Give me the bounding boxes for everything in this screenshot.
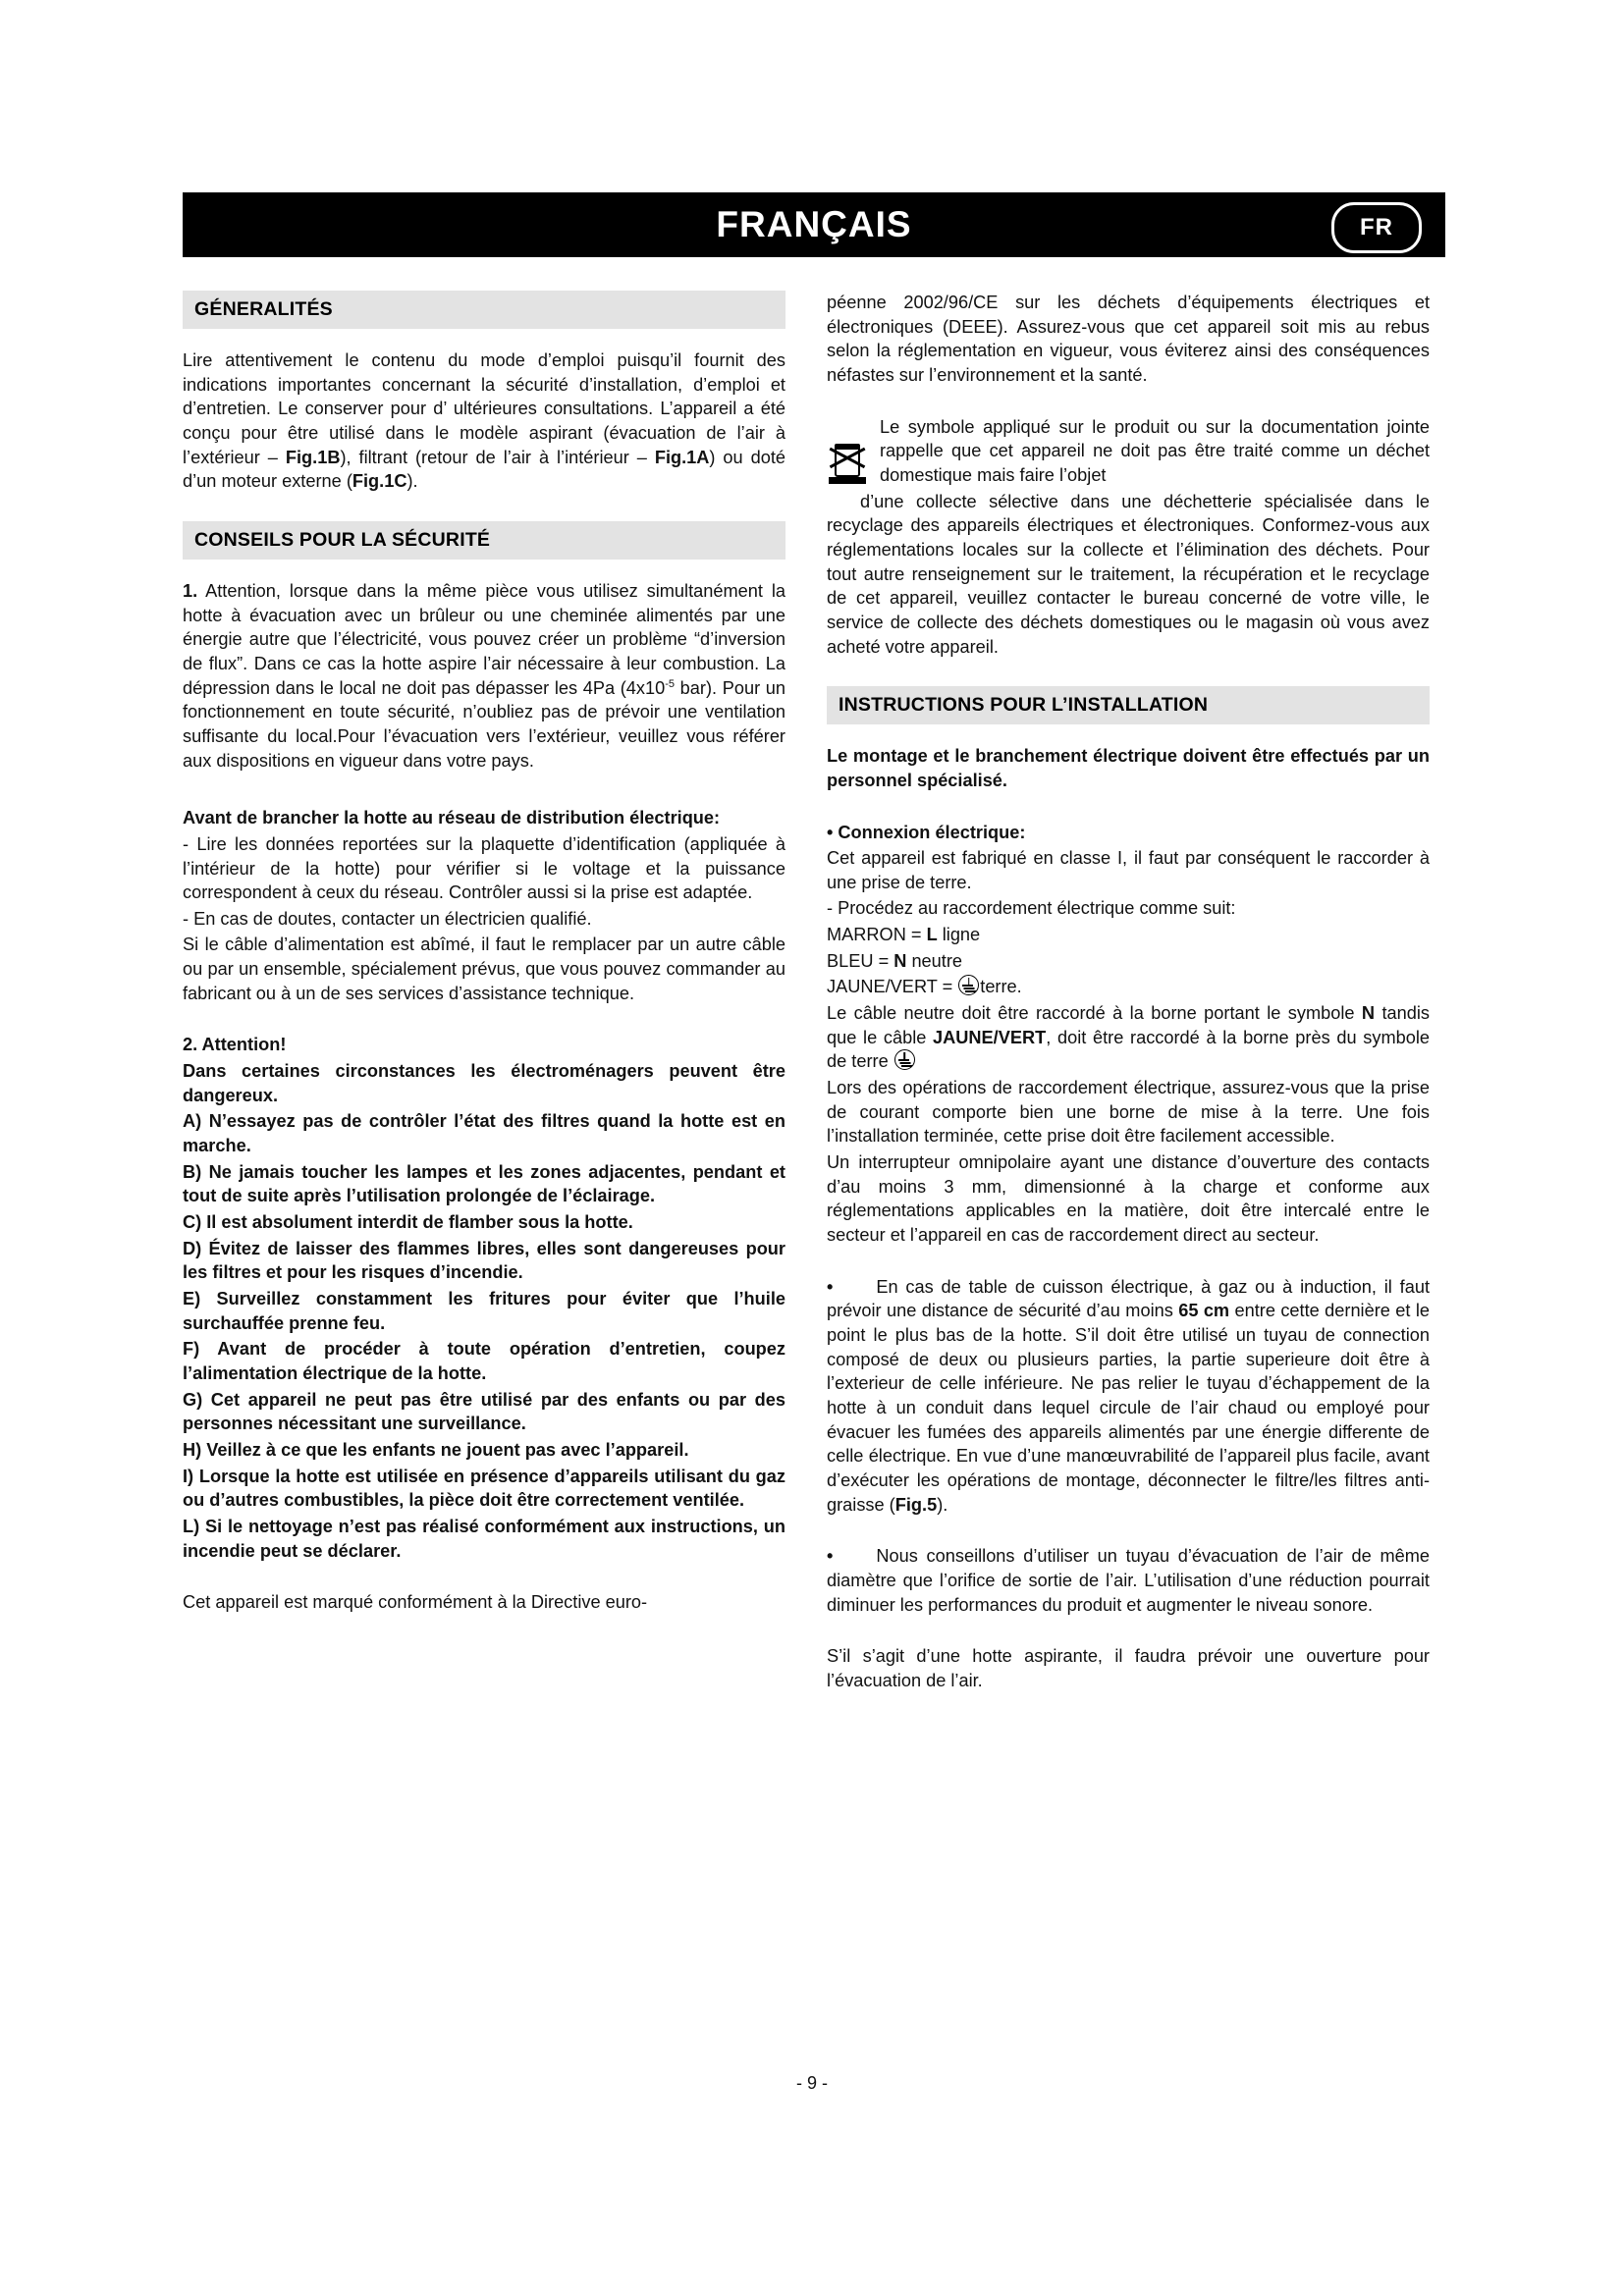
installation-intro: Le montage et le branchement électrique doivent être effectués par un personnel spécialisé. (827, 746, 1430, 790)
safety-item-f: F) Avant de procéder à toute opération d’entretien, coupez l’alimentation électrique de la hotte. (183, 1339, 785, 1383)
safety-item-1: 1. Attention, lorsque dans la même pièce vous utilisez simultanément la hotte à évacuation avec un brûleur ou une cheminée alimentés par une énergie autre que l’électricité, vous pouvez créer un problème “d’inversion de flux”. Dans ce cas la hotte aspire l’air nécessaire à leur combustion. La dépression dans le local ne doit pas dépasser les 4Pa ($4x10^{-5}$ bar). Pour un fonctionnement en toute sécurité, n’oubliez pas de prévoir une ventilation suffisante du local.Pour l’évacuation vers l’extérieur, veuillez vous référer aux dispositions en vigueur dans votre pays. (183, 580, 785, 771)
safety-item-h: H) Veillez à ce que les enfants ne jouent pas avec l’appareil. (183, 1439, 689, 1460)
generalites-paragraph: Lire attentivement le contenu du mode d’emploi puisqu’il fournit des indications importantes concernant la sécurité d’installation, d’emploi et d’entretien. Le conserver pour d’ ultérieures consultations. L’appareil a été conçu pour être utilisé dans le modèle aspirant (évacuation de l’air à l’extérieur – Fig.1B), filtrant (retour de l’air à l’intérieur – Fig.1A) ou doté d’un moteur externe (Fig.1C). (183, 350, 785, 492)
connexion-paragraph-2: - Procédez au raccordement électrique comme suit: (827, 898, 1236, 919)
wire-blue: BLEU = N neutre (827, 950, 963, 971)
branchement-paragraph-1: - Lire les données reportées sur la plaquette d’identification (appliquée à l’intérieur de la hotte) pour vérifier si le voltage et la puissance correspondent à ceux du réseau. Contrôler aussi si la prise est adaptée. (183, 833, 785, 903)
safety-item-2-title: 2. Attention! (183, 1035, 287, 1055)
directive-continued: péenne 2002/96/CE sur les déchets d’équipements électriques et électroniques (DEEE). Assurez-vous que cet appareil soit mis au rebus selon la réglementation en vigueur, vous éviterez ainsi des conséquences néfastes sur l’environnement et la santé. (827, 293, 1430, 385)
safety-item-l: L) Si le nettoyage n’est pas réalisé conformément aux instructions, un incendie peut se déclarer. (183, 1516, 785, 1561)
section-heading-securite: CONSEILS POUR LA SÉCURITÉ (183, 521, 785, 560)
safety-item-e: E) Surveillez constamment les fritures pour éviter que l’huile surchauffée prenne feu. (183, 1289, 785, 1333)
connexion-paragraph-1: Cet appareil est fabriqué en classe I, il faut par conséquent le raccorder à une prise de terre. (827, 848, 1430, 892)
earth-ground-icon (958, 975, 979, 995)
safety-item-2-intro: Dans certaines circonstances les électroménagers peuvent être dangereux. (183, 1061, 785, 1105)
safety-item-i: I) Lorsque la hotte est utilisée en présence d’appareils utilisant du gaz ou d’autres combustibles, la pièce doit être correctement ventilée. (183, 1466, 785, 1511)
safety-item-g: G) Cet appareil ne peut pas être utilisé par des enfants ou par des personnes nécessitant une surveillance. (183, 1389, 785, 1434)
subheading-branchement: Avant de brancher la hotte au réseau de distribution électrique: (183, 808, 721, 828)
wire-brown: MARRON = L ligne (827, 925, 981, 945)
safety-item-c: C) Il est absolument interdit de flamber sous la hotte. (183, 1212, 633, 1233)
earth-ground-icon-2 (894, 1049, 915, 1070)
weee-text-a: Le symbole appliqué sur le produit ou sur la documentation jointe rappelle que cet appareil ne doit pas être traité comme un déchet domestique mais faire l’objet (880, 416, 1430, 485)
branchement-paragraph-2: - En cas de doutes, contacter un électricien qualifié. (183, 908, 592, 929)
bullet-distance-securite: • En cas de table de cuisson électrique, à gaz ou à induction, il faut prévoir une distance de sécurité d’au moins 65 cm entre cette dernière et le point le plus bas de la hotte. S’il doit être utilisé un tuyau de connection composé de deux ou plusieurs parties, la partie superieure doit être à l’exterieur de celle inférieure. Ne pas relier le tuyau d’échappement de la hotte à un conduit dans lequel circule de l’air chaud ou employé pour évacuer les fumées des appareils alimentés par une énergie differente de celle électrique. En vue d’une manœuvrabilité de l’appareil plus facile, avant d’exécuter les opérations de montage, déconnecter le filtre/les filtres anti-graisse (Fig.5). (827, 1276, 1430, 1515)
right-column (827, 291, 1430, 1707)
bullet-tuyau-evacuation: • Nous conseillons d’utiliser un tuyau d’évacuation de l’air de même diamètre que l’orifice de sortie de l’air. L’utilisation d’une réduction pourrait diminuer les performances du produit et augmenter le niveau sonore. (827, 1546, 1430, 1615)
wire-yellow-green: JAUNE/VERT = terre. (827, 977, 1022, 997)
connexion-paragraph-5: Un interrupteur omnipolaire ayant une distance d’ouverture des contacts d’au moins 3 mm, dimensionné à la charge et conforme aux réglementations applicables en la matière, doit être intercalé entre le secteur et l’appareil en cas de raccordement direct au secteur. (827, 1152, 1430, 1245)
page-title: FRANÇAIS (716, 204, 912, 244)
bullet-connexion-electrique: • Connexion électrique: (827, 822, 1026, 842)
section-heading-generalites: GÉNERALITÉS (183, 291, 785, 329)
safety-item-d: D) Évitez de laisser des flammes libres, elles sont dangereuses pour les filtres et pour les risques d’incendie. (183, 1238, 785, 1283)
bullet-tuyau-text: Nous conseillons d’utiliser un tuyau d’évacuation de l’air de même diamètre que l’orifice de sortie de l’air. L’utilisation d’une réduction pourrait diminuer les performances du produit et augmenter le niveau sonore. (827, 1546, 1430, 1615)
page-number: - 9 - (795, 2073, 828, 2093)
safety-item-a: A) N’essayez pas de contrôler l’état des filtres quand la hotte est en marche. (183, 1111, 785, 1156)
language-badge: FR (1331, 202, 1422, 253)
connexion-paragraph-3: Le câble neutre doit être raccordé à la borne portant le symbole N tandis que le câble JAUNE/VERT, doit être raccordé à la borne près du symbole de terre (827, 1003, 1430, 1072)
weee-text-b: d’une collecte sélective dans une déchetterie spécialisée dans le recyclage des appareils électriques et électroniques. Conformez-vous aux réglementations locales sur la collecte et l’élimination des déchets. Pour tout autre renseignement sur le traitement, la récupération et le recyclage de cet appareil, veuillez contacter le bureau concerné de votre ville, le service de collecte des déchets domestiques ou le magasin où vous avez acheté votre appareil. (827, 491, 1430, 657)
closing-paragraph: S’il s’agit d’une hotte aspirante, il faudra prévoir une ouverture pour l’évacuation de l’air. (827, 1646, 1430, 1690)
connexion-paragraph-4: Lors des opérations de raccordement électrique, assurez-vous que la prise de courant comporte bien une borne de mise à la terre. Une fois l’installation terminée, cette prise doit être facilement accessible. (827, 1078, 1430, 1147)
section-heading-installation: INSTRUCTIONS POUR L’INSTALLATION (827, 686, 1430, 724)
crossed-out-wheelie-bin-icon (829, 442, 868, 493)
directive-intro: Cet appareil est marqué conformément à la Directive euro- (183, 1592, 648, 1613)
branchement-paragraph-3: Si le câble d’alimentation est abîmé, il faut le remplacer par un autre câble ou par un ensemble, spécialement prévus, que vous pouvez commander au fabricant ou à un de ses services d’assistance technique. (183, 934, 785, 1003)
left-column (183, 291, 785, 1629)
safety-item-b: B) Ne jamais toucher les lampes et les zones adjacentes, pendant et tout de suite après l’utilisation prolongée de l’éclairage. (183, 1161, 785, 1206)
